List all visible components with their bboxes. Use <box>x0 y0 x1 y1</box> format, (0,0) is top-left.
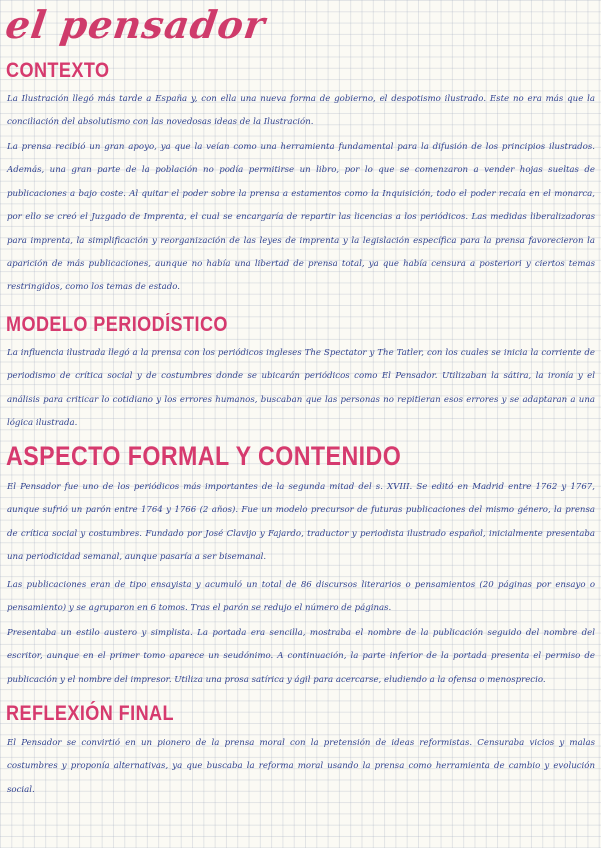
aspecto-paragraph-1: El Pensador fue uno de los periódicos más importantes de la segunda mitad del s. XVIII. Se editó en Madrid entre 1762 y 1767, aunque sufrió un parón entre 1764 y 1766 (2 años). Fue un modelo precursor de futuras publicaciones del mismo género, la prensa de crítica social y costumbres. Fundado por José Clavijo y Fajardo, traductor y periodista ilustrado español, inicialmente presentaba una periodicidad semanal, aunque pasaría a ser bisemanal. <box>7 482 595 563</box>
aspecto-paragraph-2: Las publicaciones eran de tipo ensayista y acumuló un total de 86 discursos literarios o pensamientos (20 páginas por ensayo o pensamiento) y se agruparon en 6 tomos. Tras el parón se redujo el número de páginas. <box>7 580 595 614</box>
aspecto-paragraph-3: Presentaba un estilo austero y simplista. La portada era sencilla, mostraba el nombre de la publicación seguido del nombre del escritor, aunque en el primer tomo aparece un seudónimo. A continuación, la parte inferior de la portada presenta el permiso de publicación y el nombre del impresor. Utiliza una prosa satírica y ágil para acercarse, eludiendo a la ofensa o menosprecio. <box>7 628 595 685</box>
section-heading-modelo: MODELO PERIODÍSTICO <box>6 313 228 336</box>
contexto-paragraph-2: La prensa recibió un gran apoyo, ya que la veían como una herramienta fundamental para la difusión de los principios ilustrados. Además, una gran parte de la población no podía permitirse un libro, por lo que se comenzaron a vender hojas sueltas de publicaciones a bajo coste. Al quitar el poder sobre la prensa a estamentos como la Inquisición, todo el poder recaía en el monarca, por ello se creó el Juzgado de Imprenta, el cual se encargaría de repartir las licencias a los periódicos. Las medidas liberalizadoras para imprenta, la simplificación y reorganización de las leyes de imprenta y la legislación específica para la prensa favorecieron la aparición de más publicaciones, aunque no había una libertad de prensa total, ya que había censura a posteriori y ciertos temas restringidos, como los temas de estado. <box>7 142 595 293</box>
page-title: el pensador <box>2 2 269 47</box>
section-heading-reflexion: REFLEXIÓN FINAL <box>6 702 174 725</box>
contexto-paragraph-1: La Ilustración llegó más tarde a España y, con ella una nueva forma de gobierno, el despotismo ilustrado. Este no era más que la conciliación del absolutismo con las novedosas ideas de la Ilustración. <box>7 94 595 128</box>
section-heading-contexto: CONTEXTO <box>6 59 110 82</box>
modelo-paragraph: La influencia ilustrada llegó a la prensa con los periódicos ingleses The Spectator y The Tatler, con los cuales se inicia la corriente de periodismo de crítica social y de costumbres donde se ubicarán periódicos como El Pensador. Utilizaban la sátira, la ironía y el análisis para criticar lo cotidiano y los errores humanos, buscaban que las personas no repitieran esos errores y se adaptaran a una lógica ilustrada. <box>7 348 595 429</box>
section-heading-aspecto: ASPECTO FORMAL Y CONTENIDO <box>6 441 402 471</box>
reflexion-paragraph: El Pensador se convirtió en un pionero de la prensa moral con la pretensión de ideas reformistas. Censuraba vicios y malas costumbres y proponía alternativas, ya que buscaba la reforma moral usando la prensa como herramienta de cambio y evolución social. <box>7 738 595 795</box>
